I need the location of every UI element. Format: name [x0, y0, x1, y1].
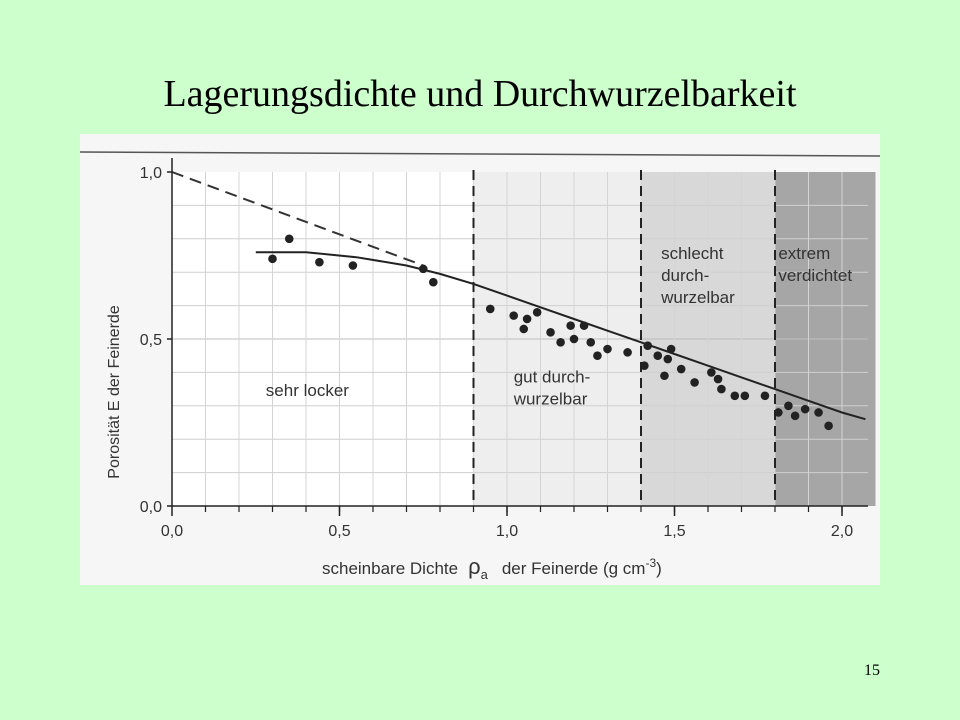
- data-point: [429, 278, 438, 287]
- region-label-line: extrem: [778, 243, 831, 263]
- data-point: [349, 261, 358, 270]
- porosity-chart: [80, 134, 880, 585]
- data-point: [586, 338, 595, 347]
- y-tick-label: 0,0: [139, 499, 162, 516]
- data-point: [814, 408, 823, 417]
- data-point: [566, 321, 575, 330]
- data-point: [801, 405, 810, 414]
- region-label-line: verdichtet: [778, 265, 853, 285]
- data-point: [519, 325, 528, 334]
- data-point: [523, 315, 532, 324]
- region-label-line: durch-: [661, 265, 710, 285]
- x-axis-label-close: ): [656, 559, 662, 578]
- data-point: [731, 391, 740, 400]
- x-axis-label-subscript: a: [480, 567, 488, 582]
- data-point: [761, 391, 770, 400]
- data-point: [580, 321, 589, 330]
- data-point: [707, 368, 716, 377]
- data-point: [653, 351, 662, 360]
- y-axis-label: Porosität E der Feinerde: [106, 305, 123, 479]
- data-point: [556, 338, 565, 347]
- data-point: [533, 308, 542, 317]
- x-axis-label-unit: der Feinerde (g cm: [501, 559, 646, 578]
- data-point: [546, 328, 555, 337]
- data-point: [643, 341, 652, 350]
- data-point: [315, 258, 324, 267]
- data-point: [714, 375, 723, 384]
- data-point: [603, 345, 612, 354]
- region-label-line: wurzelbar: [513, 389, 588, 409]
- data-point: [419, 265, 428, 274]
- data-point: [623, 348, 632, 357]
- region-label-line: sehr locker: [265, 380, 349, 400]
- y-tick-label: 1,0: [139, 165, 162, 182]
- region-label-line: wurzelbar: [661, 287, 735, 307]
- data-point: [690, 378, 699, 387]
- data-point: [791, 412, 800, 421]
- x-tick-label: 0,5: [328, 523, 351, 540]
- data-point: [667, 345, 676, 354]
- data-point: [486, 305, 495, 314]
- x-axis-label-symbol: ρ: [468, 554, 481, 579]
- data-point: [677, 365, 686, 374]
- data-point: [285, 235, 294, 244]
- region-label-line: gut durch-: [513, 367, 591, 387]
- x-axis-label-text: scheinbare Dichte: [322, 559, 459, 578]
- data-point: [741, 391, 750, 400]
- data-point: [593, 351, 602, 360]
- data-point: [570, 335, 579, 344]
- data-point: [784, 402, 793, 411]
- slide-title: Lagerungsdichte und Durchwurzelbarkeit: [163, 73, 797, 115]
- data-point: [774, 408, 783, 417]
- data-point: [664, 355, 673, 364]
- data-point: [660, 371, 669, 380]
- data-point: [509, 311, 518, 320]
- chart-figure: [80, 134, 880, 585]
- x-axis-label-exponent: -3: [645, 556, 657, 570]
- data-point: [717, 385, 726, 394]
- page-number: 15: [864, 662, 880, 679]
- x-tick-label: 0,0: [160, 523, 184, 540]
- data-point: [640, 361, 649, 370]
- x-tick-label: 1,0: [495, 523, 519, 540]
- region-label-line: schlecht: [661, 243, 724, 263]
- region-label-sehr-locker: [266, 381, 349, 400]
- data-point: [824, 422, 833, 431]
- y-tick-label: 0,5: [139, 332, 162, 349]
- x-tick-label: 2,0: [830, 523, 854, 540]
- data-point: [268, 255, 277, 264]
- x-tick-label: 1,5: [663, 523, 686, 540]
